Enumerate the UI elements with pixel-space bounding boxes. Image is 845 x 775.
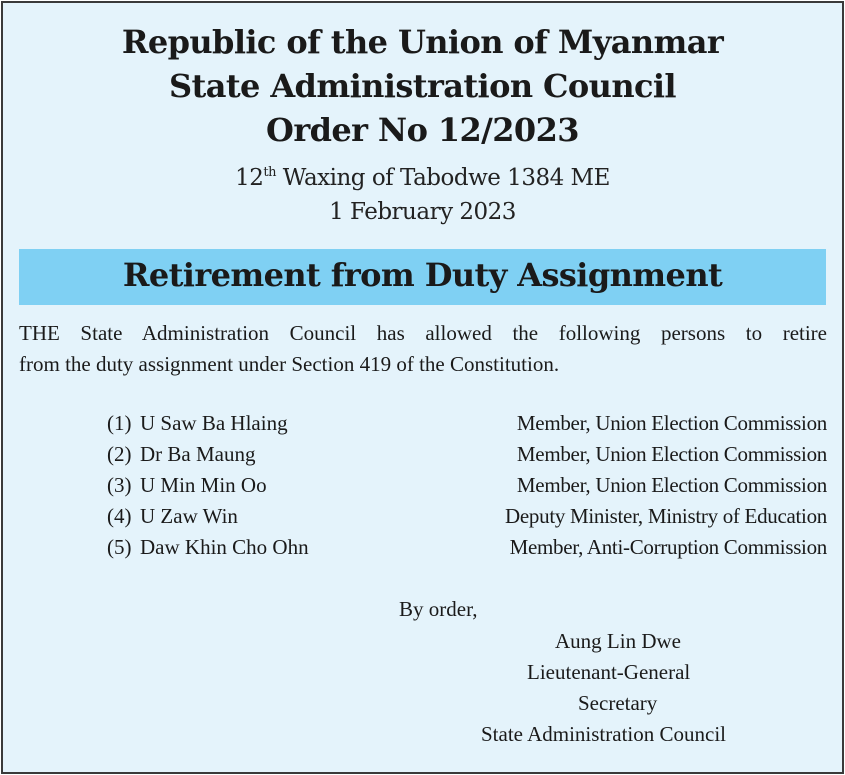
- banner-title: Retirement from Duty Assignment: [122, 256, 723, 294]
- header-council: State Administration Council: [169, 67, 676, 105]
- person-name: U Min Min Oo: [140, 473, 267, 497]
- signatory-organization: State Administration Council: [481, 722, 726, 746]
- person-number: (5): [107, 535, 132, 559]
- by-order-text: By order,: [399, 597, 478, 621]
- person-role: Member, Union Election Commission: [516, 473, 827, 497]
- person-number: (4): [107, 504, 132, 528]
- person-row: [3, 473, 842, 503]
- gregorian-date: 1 February 2023: [329, 199, 516, 225]
- person-role: Deputy Minister, Ministry of Education: [505, 504, 827, 528]
- body-text-line-1: THE State Administration Council has allowed the following persons to retire: [19, 321, 827, 345]
- order-notice-panel: [1, 1, 844, 774]
- person-number: (3): [107, 473, 132, 497]
- person-name: U Saw Ba Hlaing: [140, 411, 288, 435]
- body-text-line-2: from the duty assignment under Section 419 of the Constitution.: [19, 352, 560, 376]
- person-number: (2): [107, 442, 132, 466]
- signatory-rank: Lieutenant-General: [527, 660, 691, 684]
- person-name: Daw Khin Cho Ohn: [140, 535, 309, 559]
- order-number: Order No 12/2023: [266, 111, 579, 149]
- title-banner: [19, 249, 826, 305]
- person-name: U Zaw Win: [140, 504, 238, 528]
- person-role: Member, Union Election Commission: [516, 442, 827, 466]
- signatory-name: Aung Lin Dwe: [555, 629, 681, 653]
- person-row: [3, 504, 842, 534]
- person-role: Member, Union Election Commission: [516, 411, 827, 435]
- person-row: [3, 535, 842, 565]
- person-role: Member, Anti-Corruption Commission: [509, 535, 827, 559]
- header-country: Republic of the Union of Myanmar: [121, 23, 724, 61]
- lunar-month-year: Waxing of Tabodwe 1384 ME: [276, 165, 610, 191]
- lunar-day-suffix: th: [263, 165, 276, 180]
- lunar-date: [3, 165, 842, 191]
- person-number: (1): [107, 411, 132, 435]
- person-name: Dr Ba Maung: [140, 442, 256, 466]
- person-row: [3, 411, 842, 441]
- signatory-position: Secretary: [578, 691, 658, 715]
- lunar-day: 12: [235, 165, 264, 191]
- person-row: [3, 442, 842, 472]
